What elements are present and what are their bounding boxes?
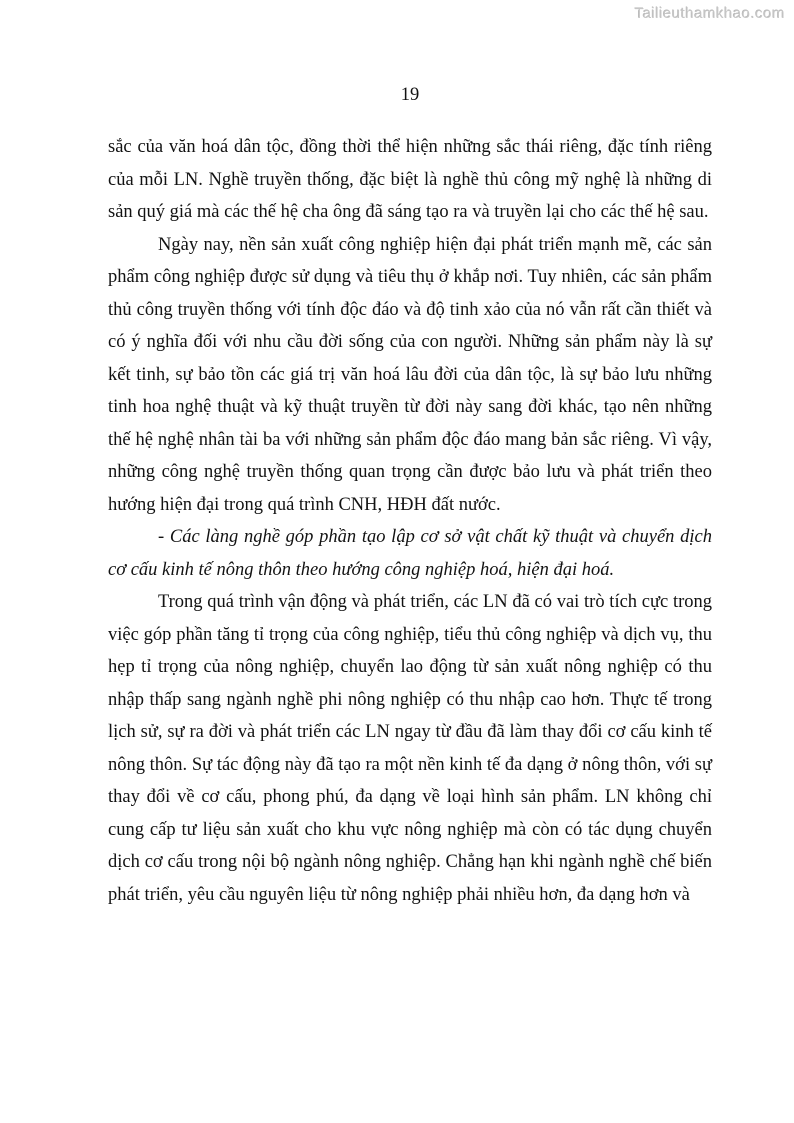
watermark-text: Tailieuthamkhao.com	[634, 5, 785, 22]
page-number: 19	[400, 85, 420, 105]
paragraph-craft-village-role: Trong quá trình vận động và phát triển, các LN đã có vai trò tích cực trong việc góp phần tăng tỉ trọng của công nghiệp, tiểu thủ công nghiệp và dịch vụ, thu hẹp tỉ trọng của nông nghiệp, chuyển lao động từ sản xuất nông nghiệp có thu nhập thấp sang ngành nghề phi nông nghiệp có thu nhập cao hơn. Thực tế trong lịch sử, sự ra đời và phát triển các LN ngay từ đầu đã làm thay đổi cơ cấu kinh tế nông thôn. Sự tác động này đã tạo ra một nền kinh tế đa dạng ở nông thôn, với sự thay đổi về cơ cấu, phong phú, đa dạng về loại hình sản phẩm. LN không chỉ cung cấp tư liệu sản xuất cho khu vực nông nghiệp mà còn có tác dụng chuyển dịch cơ cấu trong nội bộ ngành nông nghiệp. Chẳng hạn khi ngành nghề chế biến phát triển, yêu cầu nguyên liệu từ nông nghiệp phải nhiều hơn, đa dạng hơn và	[108, 592, 712, 905]
paragraph-italic-heading: - Các làng nghề góp phần tạo lập cơ sở vật chất kỹ thuật và chuyển dịch cơ cấu kinh tế nông thôn theo hướng công nghiệp hoá, hiện đại hoá.	[108, 527, 712, 580]
page-content	[108, 84, 712, 911]
paragraph-industrial-products: Ngày nay, nền sản xuất công nghiệp hiện đại phát triển mạnh mẽ, các sản phẩm công nghiệp được sử dụng và tiêu thụ ở khắp nơi. Tuy nhiên, các sản phẩm thủ công truyền thống với tính độc đáo và độ tinh xảo của nó vẫn rất cần thiết và có ý nghĩa đối với nhu cầu đời sống của con người. Những sản phẩm này là sự kết tinh, sự bảo tồn các giá trị văn hoá lâu đời của dân tộc, là sự bảo lưu những tinh hoa nghệ thuật và kỹ thuật truyền từ đời này sang đời khác, tạo nên những thế hệ nghệ nhân tài ba với những sản phẩm độc đáo mang bản sắc riêng. Vì vậy, những công nghệ truyền thống quan trọng cần được bảo lưu và phát triển theo hướng hiện đại trong quá trình CNH, HĐH đất nước.	[108, 234, 712, 515]
paragraph-continuation: sắc của văn hoá dân tộc, đồng thời thể hiện những sắc thái riêng, đặc tính riêng của mỗi LN. Nghề truyền thống, đặc biệt là nghề thủ công mỹ nghệ là những di sản quý giá mà các thế hệ cha ông đã sáng tạo ra và truyền lại cho các thế hệ sau.	[108, 137, 712, 222]
body-text	[108, 131, 712, 911]
